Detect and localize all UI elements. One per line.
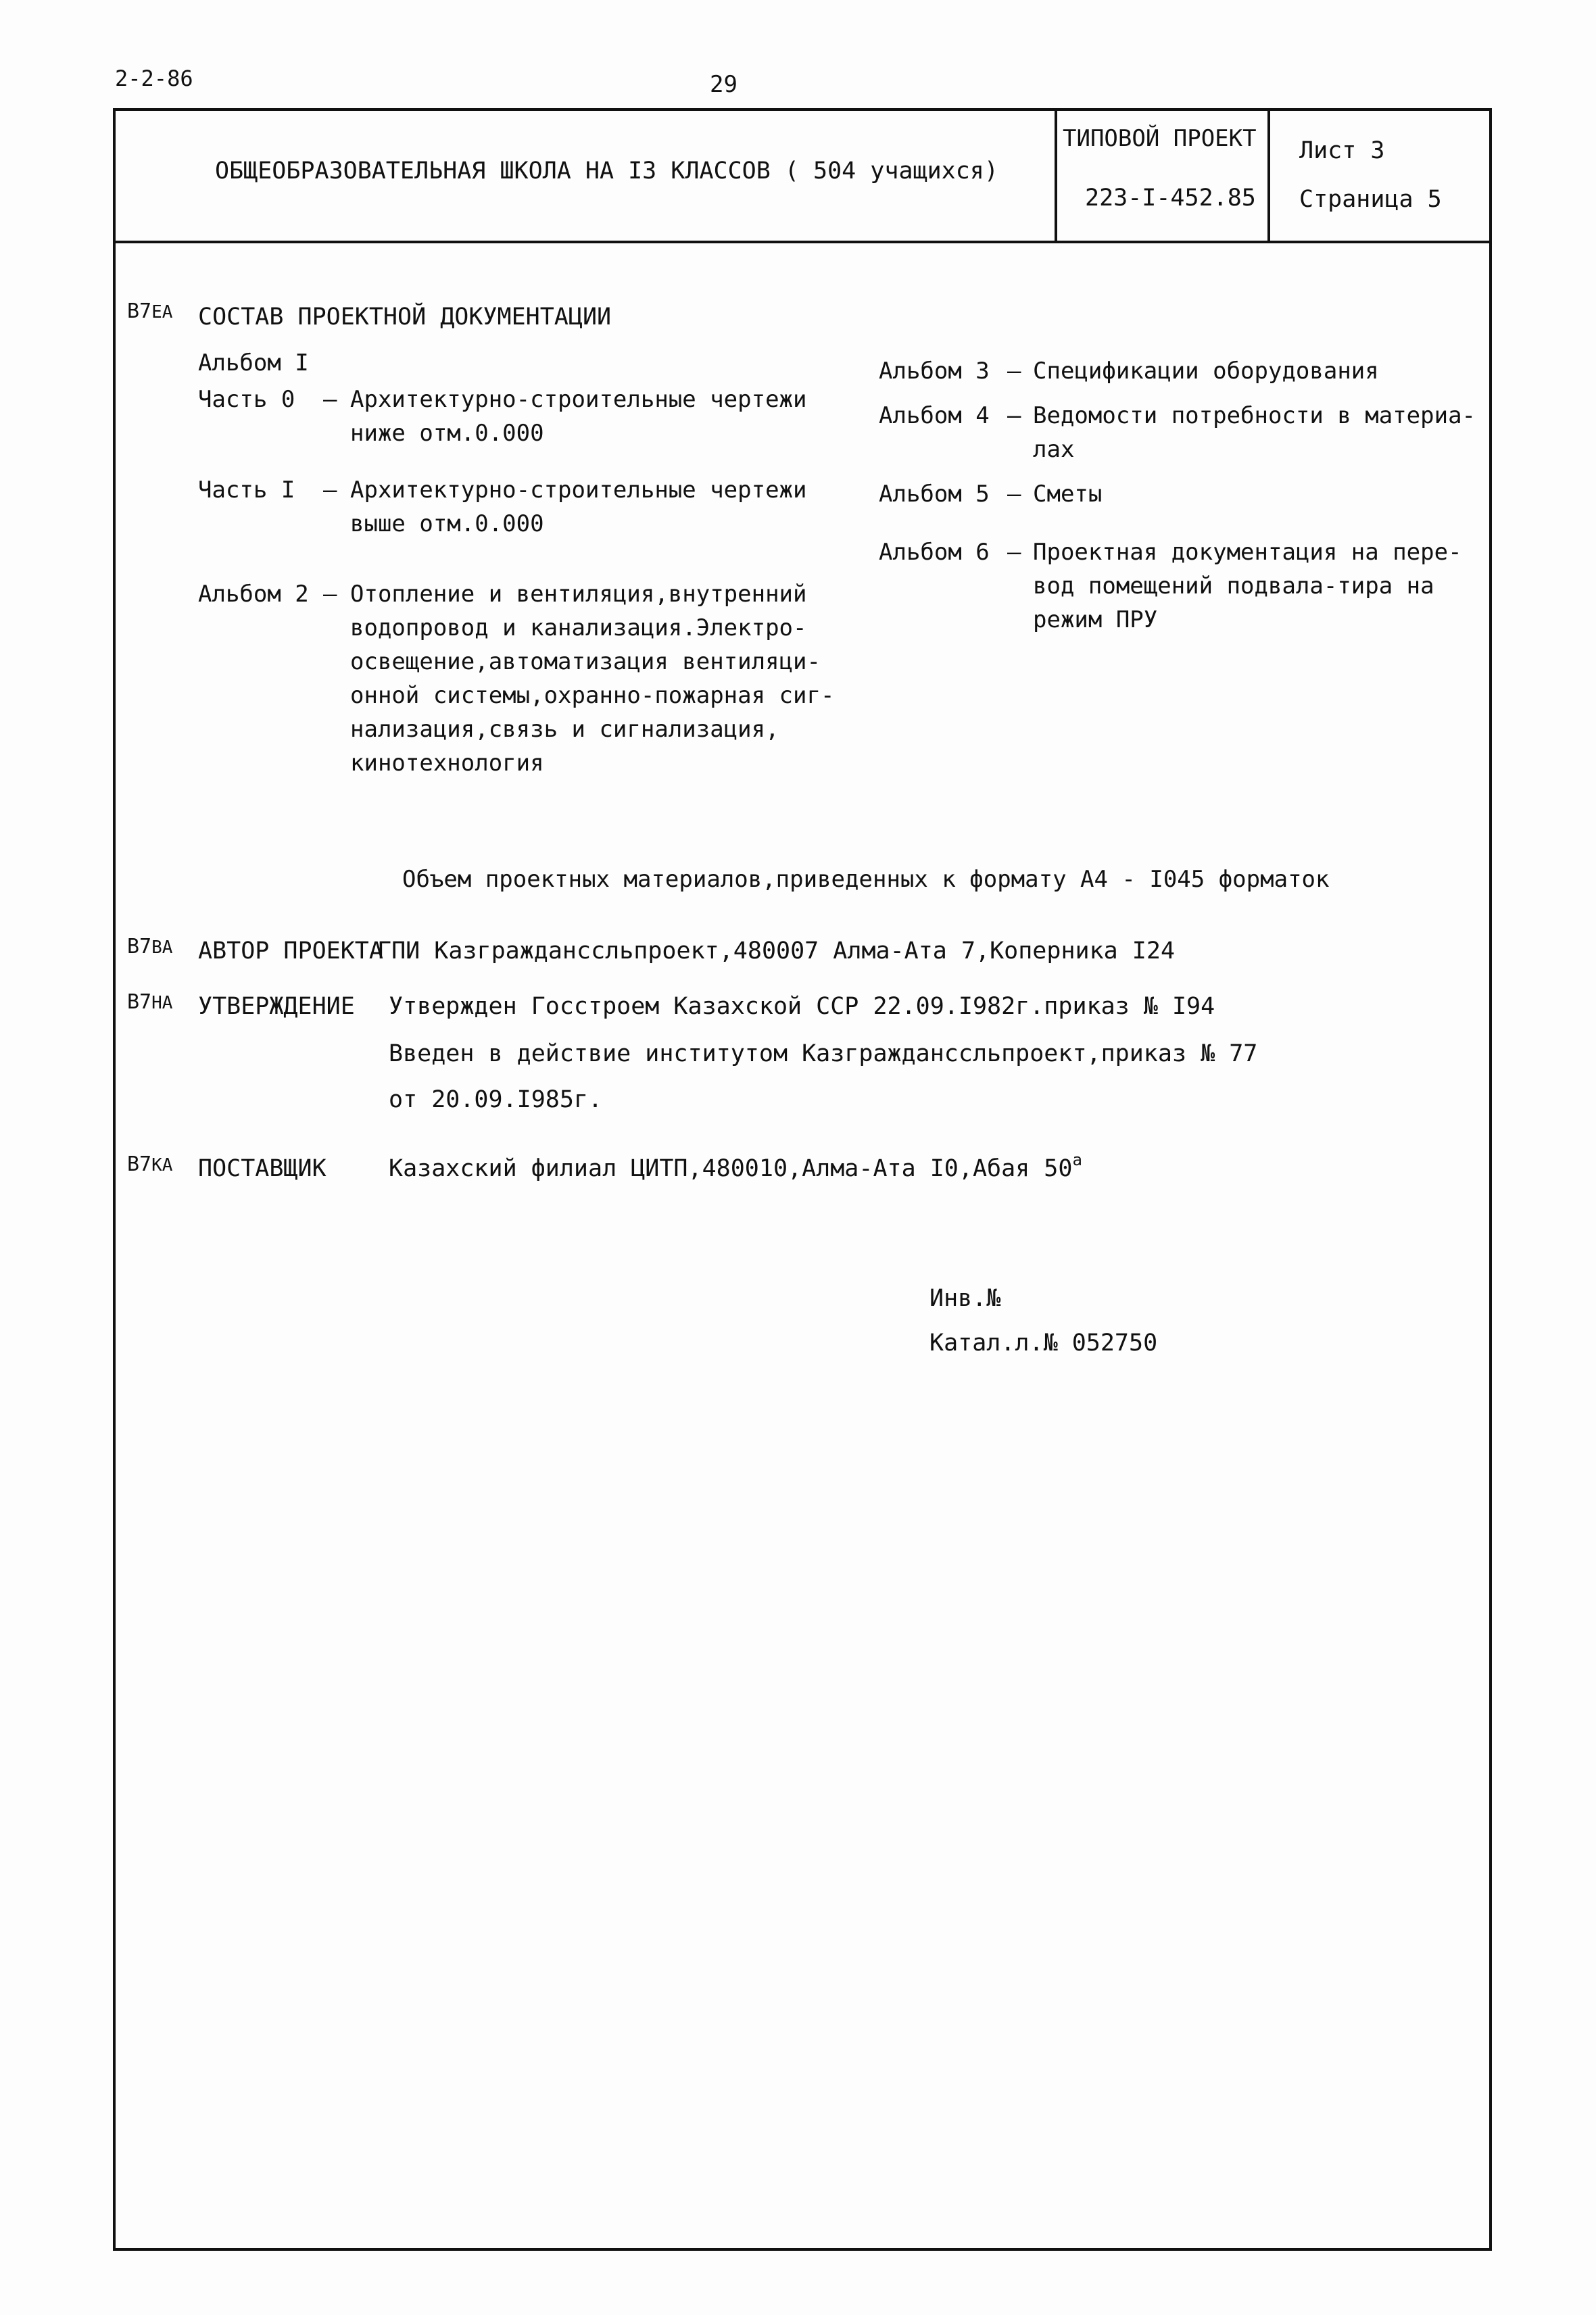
album-1-label: Альбом I — [198, 349, 309, 376]
part-0-text: Архитектурно-строительные чертежи ниже отм.0.000 — [350, 386, 807, 447]
album-2-text: Отопление и вентиляция,внутренний водопровод и канализация.Электро- освещение,автоматизация вентиляци- онной системы,охранно-пожарная сиг- нализация,связь и сигнализация, кинотехнология — [350, 581, 835, 777]
approval-line-3: от 20.09.I985г. — [389, 1086, 603, 1113]
album-5-text: Сметы — [1033, 481, 1103, 508]
approval-label: УТВЕРЖДЕНИЕ — [198, 993, 355, 1020]
supplier-code: В7КА — [127, 1152, 173, 1176]
album-5-dash: – — [1007, 481, 1021, 508]
part-1-label: Часть I — [198, 477, 295, 504]
album-4-label: Альбом 4 — [879, 402, 990, 429]
volume-note: Объем проектных материалов,приведенных к формату А4 - I045 форматок — [402, 866, 1330, 893]
composition-code: В7ЕА — [127, 299, 173, 323]
header-column-divider-2 — [1267, 108, 1270, 242]
album-6-dash: – — [1007, 539, 1021, 566]
author-text: ГПИ Казгражданссльпроект,480007 Алма-Ата 7,Коперника I24 — [377, 937, 1176, 965]
sheet-number: Лист 3 — [1299, 137, 1385, 164]
supplier-label: ПОСТАВЩИК — [198, 1155, 327, 1182]
composition-heading: СОСТАВ ПРОЕКТНОЙ ДОКУМЕНТАЦИИ — [198, 303, 612, 331]
document-title: ОБЩЕОБРАЗОВАТЕЛЬНАЯ ШКОЛА НА I3 КЛАССОВ ( 504 учащихся) — [215, 157, 998, 185]
album-4-dash: – — [1007, 402, 1021, 429]
approval-line-1: Утвержден Госстроем Казахской ССР 22.09.I982г.приказ № I94 — [389, 993, 1215, 1020]
page-number: 29 — [710, 71, 737, 98]
part-0-label: Часть 0 — [198, 386, 295, 413]
catalog-number: Катал.л.№ 052750 — [929, 1330, 1158, 1357]
supplier-superscript: а — [1072, 1150, 1082, 1169]
page-label: Страница 5 — [1299, 186, 1442, 213]
approval-line-2: Введен в действие институтом Казгражданссльпроект,приказ № 77 — [389, 1040, 1258, 1067]
album-2-label: Альбом 2 — [198, 581, 309, 608]
inventory-number-label: Инв.№ — [929, 1285, 1001, 1312]
approval-code: В7НА — [127, 990, 173, 1014]
album-3-dash: – — [1007, 358, 1021, 385]
part-1-text: Архитектурно-строительные чертежи выше отм.0.000 — [350, 477, 807, 537]
album-3-text: Спецификации оборудования — [1033, 358, 1379, 385]
album-3-label: Альбом 3 — [879, 358, 990, 385]
author-code: В7ВА — [127, 935, 173, 958]
project-label: ТИПОВОЙ ПРОЕКТ — [1063, 125, 1257, 152]
supplier-text: Казахский филиал ЦИТП,480010,Алма-Ата I0,Абая $50^а$ — [389, 1150, 1082, 1182]
part-0-dash: – — [323, 386, 337, 413]
header-divider — [113, 241, 1492, 243]
corner-code: 2-2-86 — [115, 66, 193, 91]
header-column-divider-1 — [1055, 108, 1057, 242]
album-6-label: Альбом 6 — [879, 539, 990, 566]
part-1-dash: – — [323, 477, 337, 504]
author-label: АВТОР ПРОЕКТА — [198, 937, 383, 965]
album-5-label: Альбом 5 — [879, 481, 990, 508]
album-2-dash: – — [323, 581, 337, 608]
album-4-text: Ведомости потребности в материа- лах — [1033, 402, 1476, 463]
project-code: 223-I-452.85 — [1085, 185, 1256, 212]
album-6-text: Проектная документация на пере- вод помещений подвала-тира на режим ПРУ — [1033, 539, 1462, 633]
